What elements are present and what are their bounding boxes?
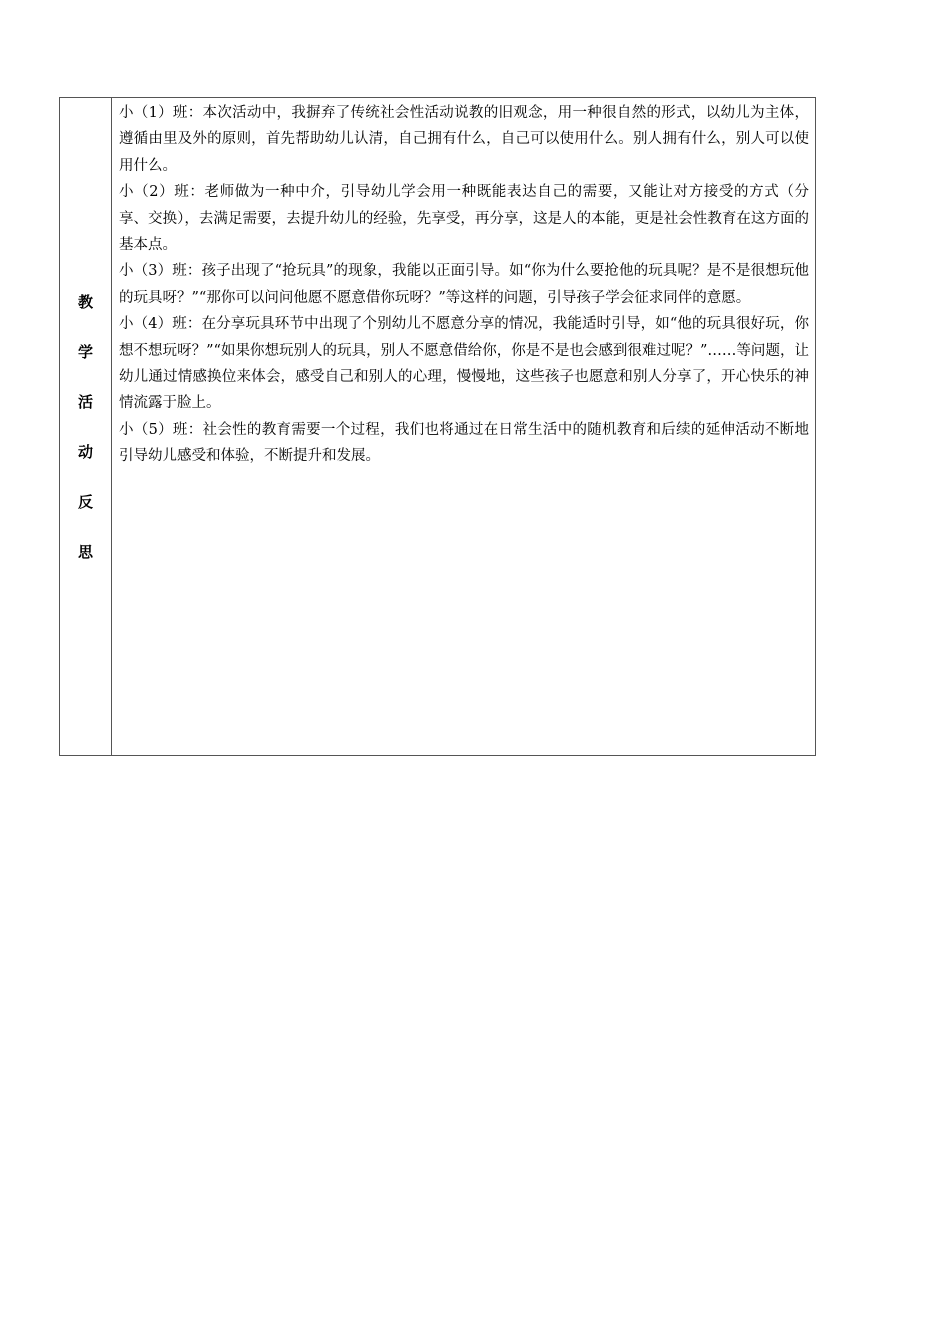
reflection-paragraph-class-1: 小（1）班：本次活动中，我摒弃了传统社会性活动说教的旧观念，用一种很自然的形式，以幼儿为主体，遵循由里及外的原则，首先帮助幼儿认清，自己拥有什么，自己可以使用什么。别人拥有什么，别人可以使用什么。: [119, 105, 809, 174]
reflection-paragraph-class-3: 小（3）班：孩子出现了“抢玩具”的现象，我能以正面引导。如“你为什么要抢他的玩具呢？是不是很想玩他的玩具呀？”“那你可以问问他愿不愿意借你玩呀？”等这样的问题，引导孩子学会征求同伴的意愿。: [119, 263, 809, 306]
reflection-paragraph-class-2: 小（2）班：老师做为一种中介，引导幼儿学会用一种既能表达自己的需要，又能让对方接受的方式（分享、交换），去满足需要，去提升幼儿的经验，先享受，再分享，这是人的本能，更是社会性教育在这方面的基本点。: [119, 184, 809, 254]
label-char: 思: [77, 542, 93, 561]
teaching-reflection-table: [59, 97, 816, 756]
label-char: 反: [77, 492, 93, 511]
label-char: 活: [77, 392, 93, 411]
label-char: 动: [77, 442, 93, 461]
label-char: 学: [77, 342, 93, 361]
table-row: [60, 98, 816, 756]
row-label-cell: [60, 98, 112, 756]
label-char: 教: [77, 292, 93, 311]
reflection-paragraph-class-5: 小（5）班：社会性的教育需要一个过程，我们也将通过在日常生活中的随机教育和后续的延伸活动不断地引导幼儿感受和体验，不断提升和发展。: [119, 421, 809, 465]
reflection-content-cell: [112, 98, 816, 756]
reflection-paragraph-class-4: 小（4）班：在分享玩具环节中出现了个别幼儿不愿意分享的情况，我能适时引导，如“他的玩具很好玩，你想不想玩呀？”“如果你想玩别人的玩具，别人不愿意借给你，你是不是也会感到很难过呢？”……等问题，让幼儿通过情感换位来体会，感受自己和别人的心理，慢慢地，这些孩子也愿意和别人分享了，开心快乐的神情流露于脸上。: [119, 316, 809, 412]
